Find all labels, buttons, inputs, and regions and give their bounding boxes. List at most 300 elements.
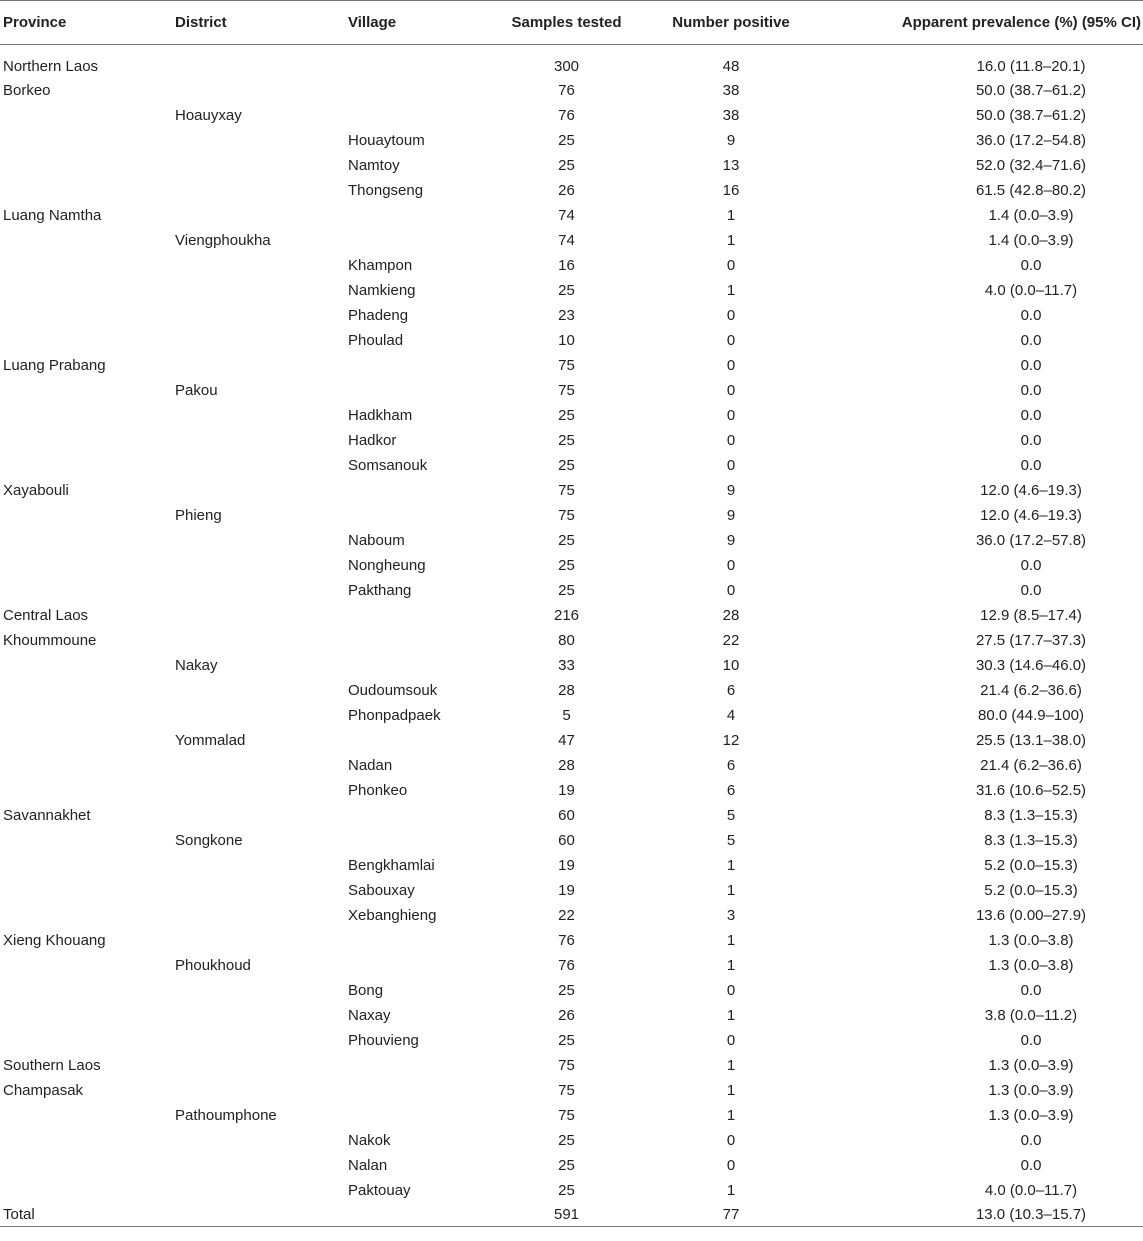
district-cell: [172, 978, 345, 1003]
district-cell: [172, 578, 345, 603]
district-cell: [172, 853, 345, 878]
samples-tested-cell: 25: [558, 556, 575, 574]
province-cell: [0, 278, 172, 303]
village-cell: [345, 1203, 495, 1227]
number-positive-cell: 22: [722, 631, 740, 649]
province-cell: [0, 1128, 172, 1153]
samples-tested-cell: 33: [558, 656, 575, 674]
number-positive-cell: 5: [726, 831, 736, 849]
village-cell: Bengkhamlai: [348, 856, 435, 874]
village-cell: Bong: [348, 981, 384, 999]
district-cell: [172, 303, 345, 328]
village-cell: Phoulad: [348, 331, 404, 349]
table-row: [0, 403, 1143, 428]
province-cell: [0, 453, 172, 478]
number-positive-cell: 1: [726, 856, 736, 874]
samples-tested-cell: 76: [558, 81, 575, 99]
table-row: [0, 603, 1143, 628]
province-cell: [0, 578, 172, 603]
village-cell: [345, 603, 495, 628]
number-positive-cell: 0: [726, 256, 736, 274]
samples-tested-cell: 75: [558, 506, 575, 524]
samples-tested-cell: 60: [558, 806, 575, 824]
samples-tested-cell: 19: [558, 781, 575, 799]
number-positive-cell: 77: [722, 1205, 740, 1223]
samples-tested-cell: 5: [562, 706, 571, 724]
prevalence-cell: 5.2 (0.0–15.3): [984, 856, 1078, 874]
table-row: [0, 853, 1143, 878]
samples-tested-cell: 75: [558, 381, 575, 399]
table-row: [0, 753, 1143, 778]
village-cell: Paktouay: [348, 1181, 411, 1199]
province-cell: [0, 303, 172, 328]
samples-tested-cell: 19: [558, 856, 575, 874]
district-cell: [172, 703, 345, 728]
village-cell: [345, 728, 495, 753]
province-cell: Central Laos: [3, 606, 89, 624]
district-cell: Yommalad: [175, 731, 246, 749]
village-cell: [345, 478, 495, 503]
table-row: [0, 778, 1143, 803]
table-row: [0, 78, 1143, 103]
prevalence-cell: 1.4 (0.0–3.9): [988, 231, 1074, 249]
number-positive-cell: 48: [722, 58, 740, 76]
prevalence-cell: 13.6 (0.00–27.9): [975, 906, 1087, 924]
table-row: [0, 278, 1143, 303]
village-cell: [345, 1103, 495, 1128]
village-cell: [345, 953, 495, 978]
province-cell: [0, 428, 172, 453]
samples-tested-cell: 25: [558, 531, 575, 549]
table-row: [0, 45, 1143, 78]
samples-tested-cell: 28: [558, 756, 575, 774]
district-cell: [172, 1028, 345, 1053]
prevalence-cell: 1.3 (0.0–3.8): [988, 956, 1074, 974]
prevalence-cell: 27.5 (17.7–37.3): [975, 631, 1087, 649]
province-cell: [0, 103, 172, 128]
prevalence-cell: 31.6 (10.6–52.5): [975, 781, 1087, 799]
table-row: [0, 828, 1143, 853]
samples-tested-cell: 28: [558, 681, 575, 699]
prevalence-cell: 0.0: [1020, 356, 1042, 374]
prevalence-cell: 5.2 (0.0–15.3): [984, 881, 1078, 899]
village-cell: Namkieng: [348, 281, 416, 299]
table-row: [0, 1078, 1143, 1103]
samples-tested-cell: 75: [558, 356, 575, 374]
samples-tested-cell: 16: [558, 256, 575, 274]
number-positive-cell: 9: [726, 481, 736, 499]
province-cell: [0, 653, 172, 678]
samples-tested-cell: 74: [558, 231, 575, 249]
province-cell: [0, 1178, 172, 1203]
number-positive-cell: 1: [726, 206, 736, 224]
district-cell: [172, 603, 345, 628]
province-cell: [0, 1103, 172, 1128]
village-cell: Thongseng: [348, 181, 424, 199]
number-positive-cell: 0: [726, 406, 736, 424]
number-positive-cell: 6: [726, 681, 736, 699]
prevalence-cell: 50.0 (38.7–61.2): [975, 81, 1087, 99]
village-cell: [345, 628, 495, 653]
number-positive-cell: 1: [726, 1181, 736, 1199]
district-cell: [172, 128, 345, 153]
samples-tested-cell: 75: [558, 481, 575, 499]
village-cell: [345, 803, 495, 828]
samples-tested-cell: 25: [558, 406, 575, 424]
samples-tested-cell: 19: [558, 881, 575, 899]
table-row: [0, 1103, 1143, 1128]
number-positive-cell: 1: [726, 1056, 736, 1074]
samples-tested-cell: 47: [558, 731, 575, 749]
province-cell: [0, 878, 172, 903]
samples-tested-cell: 26: [558, 181, 575, 199]
table-row: [0, 378, 1143, 403]
district-cell: Nakay: [175, 656, 218, 674]
prevalence-cell: 0.0: [1020, 1031, 1042, 1049]
samples-tested-cell: 25: [558, 156, 575, 174]
prevalence-cell: 0.0: [1020, 306, 1042, 324]
number-positive-cell: 0: [726, 381, 736, 399]
district-cell: [172, 628, 345, 653]
village-cell: Hadkor: [348, 431, 397, 449]
village-cell: Oudoumsouk: [348, 681, 438, 699]
district-cell: [172, 1178, 345, 1203]
header-samples-tested: Samples tested: [511, 14, 622, 31]
number-positive-cell: 1: [726, 1081, 736, 1099]
district-cell: Pathoumphone: [175, 1106, 277, 1124]
samples-tested-cell: 75: [558, 1106, 575, 1124]
prevalence-cell: 36.0 (17.2–57.8): [975, 531, 1087, 549]
province-cell: [0, 528, 172, 553]
samples-tested-cell: 216: [553, 606, 580, 624]
prevalence-cell: 25.5 (13.1–38.0): [975, 731, 1087, 749]
samples-tested-cell: 60: [558, 831, 575, 849]
province-cell: Luang Prabang: [3, 356, 106, 374]
table-row: [0, 253, 1143, 278]
district-cell: Hoauyxay: [175, 106, 242, 124]
village-cell: Nalan: [348, 1156, 388, 1174]
table-row: [0, 428, 1143, 453]
number-positive-cell: 4: [726, 706, 736, 724]
district-cell: [172, 1203, 345, 1227]
number-positive-cell: 0: [726, 581, 736, 599]
province-cell: [0, 1028, 172, 1053]
province-cell: [0, 178, 172, 203]
province-cell: [0, 853, 172, 878]
prevalence-cell: 1.3 (0.0–3.9): [988, 1081, 1074, 1099]
prevalence-cell: 80.0 (44.9–100): [978, 706, 1084, 724]
village-cell: Somsanouk: [348, 456, 428, 474]
district-cell: Phoukhoud: [175, 956, 251, 974]
prevalence-cell: 0.0: [1020, 331, 1042, 349]
table-row: [0, 553, 1143, 578]
village-cell: [345, 828, 495, 853]
prevalence-cell: 52.0 (32.4–71.6): [975, 156, 1087, 174]
number-positive-cell: 1: [726, 931, 736, 949]
samples-tested-cell: 25: [558, 456, 575, 474]
prevalence-cell: 8.3 (1.3–15.3): [984, 831, 1078, 849]
number-positive-cell: 1: [726, 281, 736, 299]
province-cell: [0, 953, 172, 978]
number-positive-cell: 16: [722, 181, 740, 199]
samples-tested-cell: 23: [558, 306, 575, 324]
district-cell: [172, 453, 345, 478]
village-cell: [345, 203, 495, 228]
table-header: [0, 1, 1143, 45]
prevalence-cell: 0.0: [1020, 381, 1042, 399]
samples-tested-cell: 76: [558, 106, 575, 124]
table-row: [0, 928, 1143, 953]
samples-tested-cell: 80: [558, 631, 575, 649]
district-cell: [172, 78, 345, 103]
number-positive-cell: 6: [726, 756, 736, 774]
number-positive-cell: 9: [726, 506, 736, 524]
prevalence-cell: 36.0 (17.2–54.8): [975, 131, 1087, 149]
district-cell: [172, 878, 345, 903]
prevalence-cell: 0.0: [1020, 581, 1042, 599]
village-cell: Xebanghieng: [348, 906, 437, 924]
province-cell: Xayabouli: [3, 481, 69, 499]
prevalence-cell: 1.3 (0.0–3.9): [988, 1106, 1074, 1124]
table-row: [0, 328, 1143, 353]
prevalence-cell: 61.5 (42.8–80.2): [975, 181, 1087, 199]
number-positive-cell: 0: [726, 1131, 736, 1149]
district-cell: [172, 553, 345, 578]
table-row: [0, 303, 1143, 328]
district-cell: [172, 678, 345, 703]
district-cell: [172, 278, 345, 303]
header-district: District: [175, 14, 227, 31]
number-positive-cell: 0: [726, 981, 736, 999]
prevalence-cell: 0.0: [1020, 1156, 1042, 1174]
village-cell: [345, 653, 495, 678]
samples-tested-cell: 25: [558, 1031, 575, 1049]
village-cell: Hadkham: [348, 406, 413, 424]
table-row: [0, 1028, 1143, 1053]
table-row: [0, 228, 1143, 253]
number-positive-cell: 0: [726, 431, 736, 449]
table-row: [0, 153, 1143, 178]
header-apparent-prevalence: Apparent prevalence (%) (95% CI): [901, 14, 1141, 31]
number-positive-cell: 5: [726, 806, 736, 824]
district-cell: Phieng: [175, 506, 222, 524]
village-cell: Nakok: [348, 1131, 391, 1149]
table-row: [0, 103, 1143, 128]
table-row: [0, 453, 1143, 478]
province-cell: [0, 728, 172, 753]
prevalence-cell: 1.4 (0.0–3.9): [988, 206, 1074, 224]
village-cell: Namtoy: [348, 156, 400, 174]
samples-tested-cell: 300: [553, 58, 580, 76]
number-positive-cell: 0: [726, 456, 736, 474]
district-cell: [172, 153, 345, 178]
table-row: [0, 653, 1143, 678]
district-cell: [172, 403, 345, 428]
prevalence-cell: 21.4 (6.2–36.6): [980, 756, 1082, 774]
table-row: [0, 578, 1143, 603]
prevalence-cell: 4.0 (0.0–11.7): [984, 281, 1078, 299]
province-cell: Southern Laos: [3, 1056, 101, 1074]
village-cell: [345, 45, 495, 78]
village-cell: [345, 503, 495, 528]
number-positive-cell: 1: [726, 881, 736, 899]
table-row: [0, 703, 1143, 728]
prevalence-cell: 50.0 (38.7–61.2): [975, 106, 1087, 124]
village-cell: Phonkeo: [348, 781, 408, 799]
table-row: [0, 903, 1143, 928]
header-row: [0, 1, 1143, 45]
village-cell: Phouvieng: [348, 1031, 419, 1049]
prevalence-cell: 0.0: [1020, 556, 1042, 574]
number-positive-cell: 6: [726, 781, 736, 799]
prevalence-cell: 12.0 (4.6–19.3): [980, 506, 1082, 524]
district-cell: [172, 203, 345, 228]
table-row: [0, 978, 1143, 1003]
prevalence-cell: 13.0 (10.3–15.7): [975, 1205, 1087, 1223]
province-cell: [0, 703, 172, 728]
village-cell: Nadan: [348, 756, 393, 774]
samples-tested-cell: 25: [558, 431, 575, 449]
district-cell: [172, 1128, 345, 1153]
table-row: [0, 878, 1143, 903]
province-cell: [0, 753, 172, 778]
province-cell: [0, 778, 172, 803]
village-cell: [345, 353, 495, 378]
samples-tested-cell: 25: [558, 1156, 575, 1174]
samples-tested-cell: 25: [558, 981, 575, 999]
district-cell: [172, 178, 345, 203]
district-cell: [172, 1053, 345, 1078]
prevalence-cell: 21.4 (6.2–36.6): [980, 681, 1082, 699]
header-province: Province: [3, 14, 67, 31]
number-positive-cell: 12: [722, 731, 740, 749]
district-cell: [172, 1003, 345, 1028]
province-cell: Luang Namtha: [3, 206, 102, 224]
province-cell: [0, 1003, 172, 1028]
header-number-positive: Number positive: [672, 14, 790, 31]
village-cell: [345, 228, 495, 253]
number-positive-cell: 28: [722, 606, 740, 624]
prevalence-cell: 30.3 (14.6–46.0): [975, 656, 1087, 674]
prevalence-cell: 0.0: [1020, 406, 1042, 424]
table-row: [0, 528, 1143, 553]
samples-tested-cell: 25: [558, 1181, 575, 1199]
prevalence-cell: 0.0: [1020, 456, 1042, 474]
prevalence-cell: 0.0: [1020, 981, 1042, 999]
province-cell: Northern Laos: [3, 58, 99, 76]
prevalence-cell: 1.3 (0.0–3.9): [988, 1056, 1074, 1074]
table-row: [0, 1053, 1143, 1078]
number-positive-cell: 9: [726, 131, 736, 149]
district-cell: Songkone: [175, 831, 243, 849]
samples-tested-cell: 26: [558, 1006, 575, 1024]
village-cell: Pakthang: [348, 581, 412, 599]
number-positive-cell: 0: [726, 1031, 736, 1049]
table-row: [0, 1153, 1143, 1178]
province-cell: Champasak: [3, 1081, 84, 1099]
province-cell: Khoummoune: [3, 631, 97, 649]
samples-tested-cell: 74: [558, 206, 575, 224]
table-row: [0, 178, 1143, 203]
village-cell: [345, 378, 495, 403]
number-positive-cell: 1: [726, 1106, 736, 1124]
village-cell: [345, 78, 495, 103]
table-row: [0, 678, 1143, 703]
village-cell: [345, 103, 495, 128]
province-cell: [0, 403, 172, 428]
village-cell: Khampon: [348, 256, 413, 274]
village-cell: Naboum: [348, 531, 405, 549]
number-positive-cell: 13: [722, 156, 740, 174]
district-cell: Viengphoukha: [175, 231, 271, 249]
district-cell: [172, 353, 345, 378]
prevalence-cell: 0.0: [1020, 1131, 1042, 1149]
number-positive-cell: 1: [726, 231, 736, 249]
village-cell: Sabouxay: [348, 881, 415, 899]
number-positive-cell: 38: [722, 81, 740, 99]
samples-tested-cell: 22: [558, 906, 575, 924]
village-cell: Nongheung: [348, 556, 426, 574]
table-body: [0, 45, 1143, 1227]
table-row: [0, 128, 1143, 153]
village-cell: Houaytoum: [348, 131, 425, 149]
number-positive-cell: 1: [726, 956, 736, 974]
prevalence-cell: 12.9 (8.5–17.4): [980, 606, 1082, 624]
samples-tested-cell: 76: [558, 956, 575, 974]
province-cell: [0, 553, 172, 578]
district-cell: Pakou: [175, 381, 218, 399]
village-cell: [345, 1053, 495, 1078]
village-cell: Phadeng: [348, 306, 409, 324]
samples-tested-cell: 591: [553, 1205, 580, 1223]
prevalence-cell: 1.3 (0.0–3.8): [988, 931, 1074, 949]
village-cell: Naxay: [348, 1006, 391, 1024]
samples-tested-cell: 75: [558, 1081, 575, 1099]
district-cell: [172, 45, 345, 78]
district-cell: [172, 803, 345, 828]
table-row: [0, 1128, 1143, 1153]
district-cell: [172, 478, 345, 503]
province-cell: Total: [3, 1205, 35, 1223]
province-cell: [0, 253, 172, 278]
samples-tested-cell: 10: [558, 331, 575, 349]
district-cell: [172, 328, 345, 353]
header-village: Village: [348, 14, 397, 31]
province-cell: [0, 128, 172, 153]
number-positive-cell: 10: [722, 656, 740, 674]
samples-tested-cell: 25: [558, 1131, 575, 1149]
number-positive-cell: 0: [726, 356, 736, 374]
table-row: [0, 628, 1143, 653]
province-cell: [0, 1153, 172, 1178]
samples-tested-cell: 25: [558, 581, 575, 599]
number-positive-cell: 0: [726, 306, 736, 324]
table-row: [0, 503, 1143, 528]
table-row: [0, 1178, 1143, 1203]
samples-tested-cell: 25: [558, 131, 575, 149]
table-row: [0, 478, 1143, 503]
table-row: [0, 953, 1143, 978]
district-cell: [172, 903, 345, 928]
district-cell: [172, 753, 345, 778]
district-cell: [172, 928, 345, 953]
table-row: [0, 1203, 1143, 1227]
province-cell: [0, 678, 172, 703]
number-positive-cell: 0: [726, 1156, 736, 1174]
district-cell: [172, 428, 345, 453]
province-cell: Xieng Khouang: [3, 931, 106, 949]
table-row: [0, 203, 1143, 228]
